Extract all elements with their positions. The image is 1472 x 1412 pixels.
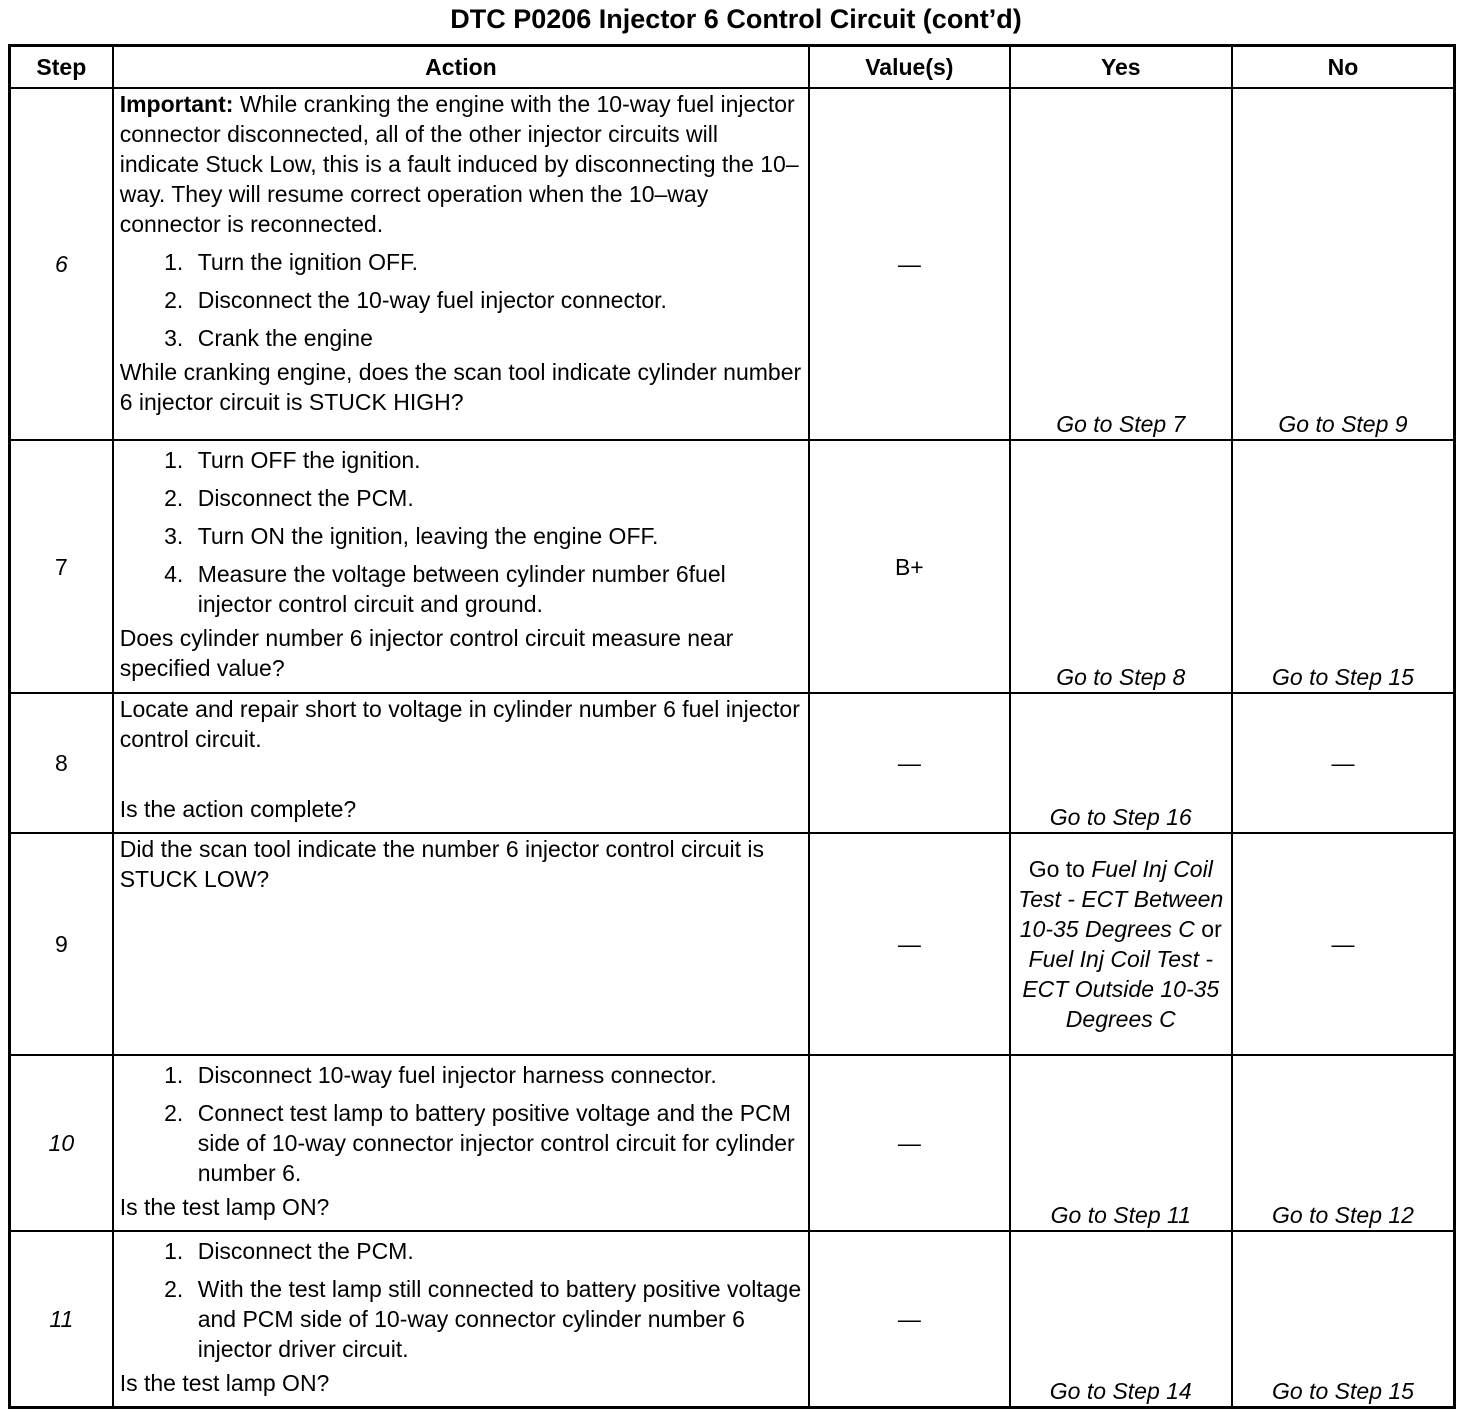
header-action: Action	[113, 46, 809, 89]
step-number: 11	[10, 1231, 113, 1407]
coil-test-outside-link[interactable]: Fuel Inj Coil Test - ECT Outside 10-35 Degrees C	[1022, 946, 1220, 1032]
no-cell: —	[1232, 693, 1455, 833]
yes-goto-link[interactable]: Go to Step 8	[1010, 440, 1232, 693]
value-cell: —	[809, 88, 1009, 440]
table-row	[10, 833, 1455, 1055]
table-row	[10, 1055, 1455, 1231]
procedure-step: 1. Disconnect 10-way fuel injector harness connector.	[190, 1060, 802, 1090]
action-cell	[113, 440, 809, 693]
step-number: 9	[10, 833, 113, 1055]
procedure-list	[120, 445, 802, 619]
or-text: or	[1194, 916, 1222, 942]
important-label: Important:	[119, 91, 234, 117]
procedure-step: 2. Connect test lamp to battery positive voltage and the PCM side of 10-way connector injector control circuit for cylinder number 6.	[190, 1098, 802, 1188]
yes-goto-cell	[1010, 833, 1232, 1055]
procedure-step: 3. Crank the engine	[190, 323, 802, 353]
procedure-step: 4. Measure the voltage between cylinder number 6fuel injector control circuit and ground.	[190, 559, 802, 619]
diagnostic-table	[8, 44, 1456, 1409]
value-cell: —	[809, 833, 1009, 1055]
step-number: 8	[10, 693, 113, 833]
procedure-step: 1. Disconnect the PCM.	[190, 1236, 802, 1266]
step-number: 7	[10, 440, 113, 693]
procedure-step: 1. Turn OFF the ignition.	[190, 445, 802, 475]
yes-goto-link[interactable]: Go to Step 7	[1010, 88, 1232, 440]
step-number: 6	[10, 88, 113, 440]
action-question: While cranking engine, does the scan tool indicate cylinder number 6 injector circuit is STUCK HIGH?	[119, 359, 802, 415]
action-text: Locate and repair short to voltage in cylinder number 6 fuel injector control circuit.	[119, 696, 800, 752]
header-step: Step	[10, 46, 113, 89]
yes-goto-link[interactable]: Go to Step 11	[1010, 1055, 1232, 1231]
page-title: DTC P0206 Injector 6 Control Circuit (cont’d)	[450, 4, 1022, 34]
no-goto-link[interactable]: Go to Step 15	[1232, 1231, 1455, 1407]
procedure-step: 3. Turn ON the ignition, leaving the engine OFF.	[190, 521, 802, 551]
header-values: Value(s)	[809, 46, 1009, 89]
header-no: No	[1232, 46, 1455, 89]
no-goto-link[interactable]: Go to Step 12	[1232, 1055, 1455, 1231]
procedure-step: 2. Disconnect the 10-way fuel injector connector.	[190, 285, 802, 315]
header-yes: Yes	[1010, 46, 1232, 89]
procedure-list	[120, 247, 802, 353]
no-goto-link[interactable]: Go to Step 15	[1232, 440, 1455, 693]
header-row	[10, 46, 1455, 89]
no-cell: —	[1232, 833, 1455, 1055]
action-cell	[113, 833, 809, 1055]
action-cell	[113, 1055, 809, 1231]
procedure-step: 1. Turn the ignition OFF.	[190, 247, 802, 277]
important-note	[120, 89, 802, 239]
action-cell	[113, 88, 809, 440]
procedure-list	[120, 1236, 802, 1364]
table-row	[10, 1231, 1455, 1407]
yes-goto-link[interactable]: Go to Step 14	[1010, 1231, 1232, 1407]
value-cell: —	[809, 1055, 1009, 1231]
table-row	[10, 88, 1455, 440]
important-text: While cranking the engine with the 10-way fuel injector connector disconnected, all of the other injector circuits will indicate Stuck Low, this is a fault induced by disconnecting the 10–way. They will resume correct operation when the 10–way connector is reconnected.	[119, 91, 799, 237]
procedure-list	[120, 1060, 802, 1188]
action-question: Is the test lamp ON?	[119, 1370, 330, 1396]
coil-test-between-link[interactable]: Fuel Inj Coil Test - ECT Between 10-35 Degrees C	[1018, 856, 1224, 942]
value-cell: —	[809, 693, 1009, 833]
action-cell	[113, 693, 809, 833]
value-cell: —	[809, 1231, 1009, 1407]
table-row	[10, 693, 1455, 833]
yes-goto-link[interactable]: Go to Step 16	[1010, 693, 1232, 833]
value-cell: B+	[809, 440, 1009, 693]
action-question: Did the scan tool indicate the number 6 injector control circuit is STUCK LOW?	[119, 836, 765, 892]
no-goto-link[interactable]: Go to Step 9	[1232, 88, 1455, 440]
procedure-step: 2. With the test lamp still connected to battery positive voltage and PCM side of 10-way connector cylinder number 6 injector driver circuit.	[190, 1274, 802, 1364]
table-row	[10, 440, 1455, 693]
step-number: 10	[10, 1055, 113, 1231]
action-question: Is the test lamp ON?	[119, 1194, 330, 1220]
procedure-step: 2. Disconnect the PCM.	[190, 483, 802, 513]
action-cell	[113, 1231, 809, 1407]
action-question: Does cylinder number 6 injector control circuit measure near specified value?	[119, 625, 734, 681]
goto-prefix: Go to	[1028, 856, 1092, 882]
action-question: Is the action complete?	[119, 796, 357, 822]
